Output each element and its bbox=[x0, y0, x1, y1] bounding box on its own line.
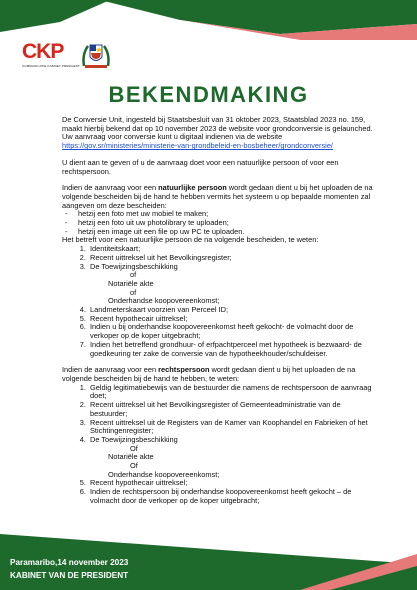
ckp-logo-subtext: COMMUNICATIE KABINET PRESIDENT bbox=[22, 64, 80, 68]
suriname-coat-of-arms-icon bbox=[80, 40, 112, 70]
footer-organization: KABINET VAN DE PRESIDENT bbox=[10, 571, 129, 580]
list-item bbox=[88, 263, 380, 307]
list-item: - hetzij een foto uit uw photolibrary te uploaden; bbox=[78, 219, 380, 228]
header-logos bbox=[22, 40, 112, 70]
list-item: 4. Landmeterskaart voorzien van Perceel ID; bbox=[88, 306, 380, 315]
sub-line: Notariële akte bbox=[108, 452, 154, 462]
top-decoration-band bbox=[0, 0, 417, 40]
legal-intro-bold: rechtspersoon bbox=[158, 365, 210, 375]
list-item-text: De Toewijzingsbeschikking bbox=[90, 434, 178, 444]
intro-paragraph bbox=[62, 116, 380, 151]
list-item-text: De Toewijzingsbeschikking bbox=[90, 261, 178, 271]
sub-line: Notariële akte bbox=[108, 278, 154, 288]
footer bbox=[10, 556, 128, 582]
upload-options-list bbox=[62, 210, 380, 236]
legal-intro-post: wordt gedaan dient u bij het uploaden de na volgende bescheiden bij de hand te hebben, te weten: bbox=[62, 365, 356, 383]
legal-entity-intro bbox=[62, 366, 380, 383]
natural-intro-bold: natuurlijke persoon bbox=[158, 183, 227, 193]
page-title: BEKENDMAKING bbox=[108, 82, 309, 107]
natural-intro-post: wordt gedaan dient u bij het uploaden de na volgende bescheiden bij de hand te hebben vermits het systeem u op bepaalde momenten zal aangeven om deze bescheiden: bbox=[62, 183, 373, 210]
intro-line-2: Uw aanvraag voor conversie kunt u digitaal indienen via de website bbox=[62, 132, 283, 142]
list-item: 5. Recent hypothecair uittreksel; bbox=[88, 315, 380, 324]
list-item: 5. Recent hypothecair uittreksel; bbox=[88, 479, 380, 488]
grondconversie-link[interactable]: https://gov.sr/ministeries/ministerie-van-grondbeleid-en-bosbeheer/grondconversie/ bbox=[62, 141, 333, 151]
list-item: - hetzij een foto met uw mobiel te maken; bbox=[78, 210, 380, 219]
list-item: 2. Recent uittreksel uit het Bevolkingsregister; bbox=[88, 254, 380, 263]
legal-intro-pre: Indien de aanvraag voor een bbox=[62, 365, 159, 375]
ckp-logo bbox=[22, 40, 78, 70]
footer-place-date: Paramaribo,14 november 2023 bbox=[10, 558, 129, 567]
natural-intro-pre: Indien de aanvraag voor een bbox=[62, 183, 159, 193]
notice-paragraph: U dient aan te geven of u de aanvraag doet voor een natuurlijke persoon of voor een rechtspersoon. bbox=[62, 157, 339, 176]
ckp-logo-text: CKP bbox=[22, 40, 64, 63]
list-item: - hetzij een image uit een file op uw PC te uploaden. bbox=[78, 228, 380, 237]
list-item bbox=[88, 436, 380, 480]
sub-line: Of bbox=[130, 461, 138, 471]
list-item: 1. Identiteitskaart; bbox=[88, 245, 380, 254]
natural-person-followup: Het betreft voor een natuurlijke persoon de na volgende bescheiden, te weten: bbox=[62, 235, 319, 245]
list-item: 3. Recent uittreksel uit de Registers van de Kamer van Koophandel en Fabrieken of het Stichtingenregister; bbox=[88, 419, 380, 436]
list-item: 2. Recent uittreksel uit het Bevolkingsregister of Gemeenteadministratie van de bestuurder; bbox=[88, 401, 380, 418]
announcement-body bbox=[62, 116, 380, 506]
sub-line: Onderhandse koopovereenkomst; bbox=[108, 469, 220, 479]
sub-line: Of bbox=[130, 443, 138, 453]
legal-entity-documents bbox=[62, 384, 380, 506]
sub-line: of bbox=[130, 287, 137, 297]
natural-person-documents bbox=[62, 245, 380, 358]
list-item: 6. Indien de rechtspersoon bij onderhandse koopovereenkomst heeft gekocht – de volmacht door de verkoper op de koper uitgebracht; bbox=[88, 488, 380, 505]
list-item: 6. Indien u bij onderhandse koopovereenkomst heeft gekocht- de volmacht door de verkoper op de koper uitgebracht; bbox=[88, 323, 380, 340]
sub-line: of bbox=[130, 270, 137, 280]
intro-line-1: De Conversie Unit, ingesteld bij Staatsbesluit van 31 oktober 2023, Staatsblad 2023 no. 159, maakt hierbij bekend dat op 10 november 2023 de website voor grondconversie is gelaunched. bbox=[62, 115, 373, 133]
natural-person-intro bbox=[62, 184, 380, 210]
sub-line: Onderhandse koopovereenkomst; bbox=[108, 296, 220, 306]
list-item: 7. Indien het betreffend grondhuur- of erfpachtperceel met hypotheek is bezwaard- de goedkeuring ter zake de conversie van de hypotheekhouder/schuldeiser. bbox=[88, 341, 380, 358]
list-item: 1. Geldig legitimatiebewijs van de bestuurder die namens de rechtspersoon de aanvraag doet; bbox=[88, 384, 380, 401]
